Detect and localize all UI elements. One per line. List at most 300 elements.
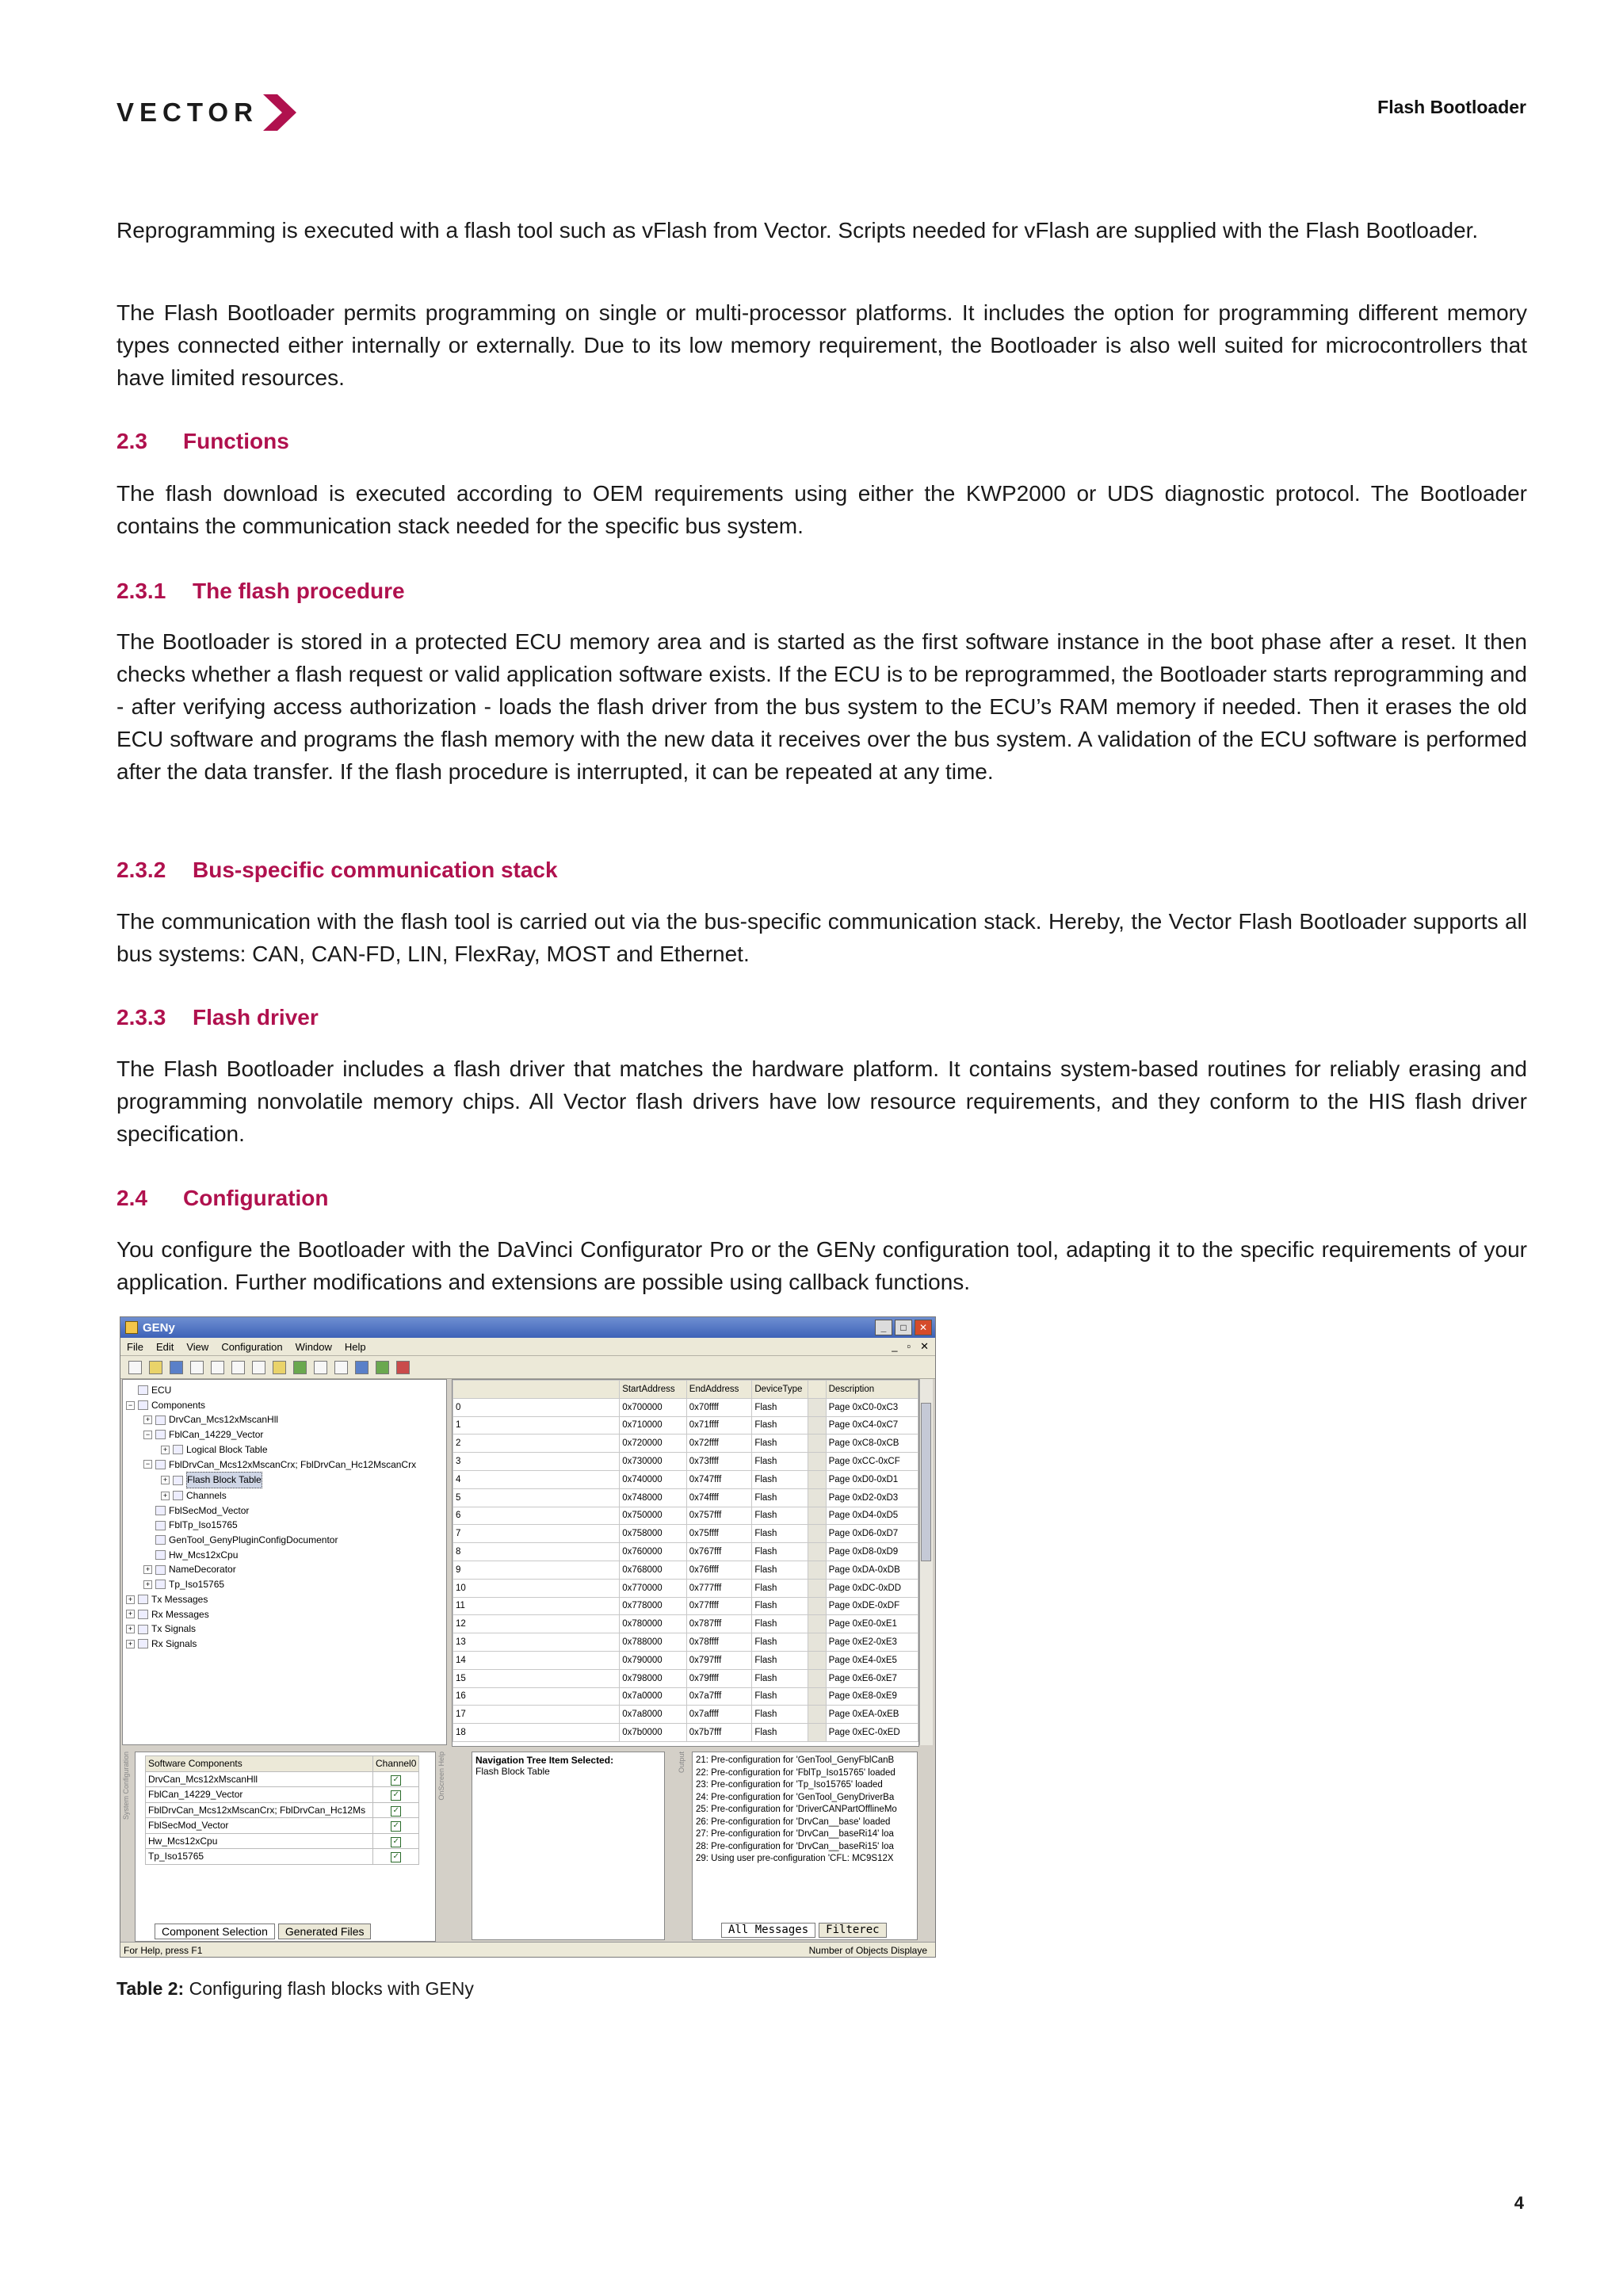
dropdown-button[interactable]	[808, 1669, 826, 1687]
grid-cell[interactable]: Flash	[752, 1597, 808, 1615]
scroll-thumb[interactable]	[921, 1403, 931, 1561]
output-line: 26: Pre-configuration for 'DrvCan__base' loaded	[696, 1817, 891, 1827]
expand-icon[interactable]: +	[126, 1610, 135, 1618]
grid-row[interactable]	[453, 1488, 918, 1507]
tree-item[interactable]	[126, 1383, 446, 1398]
grid-cell[interactable]: Flash	[752, 1579, 808, 1597]
grid-cell[interactable]: Flash	[752, 1706, 808, 1724]
tree-item-label: Tx Messages	[151, 1593, 208, 1605]
system-config-side: System Configuration	[122, 1752, 130, 1820]
menu-edit[interactable]: Edit	[155, 1340, 174, 1353]
grid-row[interactable]	[453, 1597, 918, 1615]
copy-icon[interactable]	[211, 1361, 224, 1374]
grid-cell[interactable]: Flash	[752, 1416, 808, 1435]
heading-2-3-1: 2.3.1 The flash procedure	[116, 579, 405, 603]
grid-cell[interactable]: 17	[453, 1706, 620, 1724]
grid-row[interactable]	[453, 1398, 918, 1416]
grid-cell[interactable]: Page 0xC8-0xCB	[826, 1435, 918, 1453]
component-icon	[155, 1521, 166, 1530]
channel-checkbox-cell[interactable]	[373, 1833, 419, 1849]
output-tabs	[721, 1923, 887, 1939]
doc-title: Flash Bootloader	[1377, 97, 1526, 117]
grid-cell[interactable]: Flash	[752, 1543, 808, 1561]
output-line: 29: Using user pre-configuration 'CFL: MC9S12X	[696, 1854, 894, 1863]
component-icon	[155, 1506, 166, 1515]
grid-cell[interactable]: 0x7b0000	[620, 1724, 687, 1742]
component-name: FblSecMod_Vector	[146, 1818, 373, 1834]
component-icon	[155, 1460, 166, 1469]
grid-cell[interactable]: 0x748000	[620, 1488, 687, 1507]
grid-cell[interactable]: 0x7affff	[686, 1706, 752, 1724]
grid-cell[interactable]: 12	[453, 1615, 620, 1633]
output-line: 22: Pre-configuration for 'FblTp_Iso15765' loaded	[696, 1767, 896, 1778]
heading-2-3-2: 2.3.2 Bus-specific communication stack	[116, 858, 558, 882]
grid-cell[interactable]: Flash	[752, 1615, 808, 1633]
flash-block-grid	[452, 1379, 919, 1747]
heading-2-3: 2.3 Functions	[116, 429, 289, 453]
grid-scrollbar[interactable]	[919, 1379, 933, 1745]
dropdown-button[interactable]	[808, 1488, 826, 1507]
logo-chevron-icon	[262, 93, 298, 132]
logo-text: VECTOR	[116, 97, 258, 127]
tree-item-label: Hw_Mcs12xCpu	[169, 1549, 239, 1561]
expand-icon[interactable]: +	[126, 1640, 135, 1648]
grid-row[interactable]	[453, 1525, 918, 1543]
checkbox-checked-icon[interactable]: ✓	[391, 1821, 401, 1832]
tree-item[interactable]	[126, 1548, 446, 1563]
grid-cell[interactable]: Flash	[752, 1633, 808, 1652]
grid-cell[interactable]: 4	[453, 1470, 620, 1488]
menu-help[interactable]: Help	[344, 1340, 366, 1353]
component-icon	[173, 1491, 183, 1500]
grid-column-header[interactable]: StartAddress	[620, 1381, 687, 1399]
status-bar	[120, 1942, 935, 1958]
grid-cell[interactable]: 0x75ffff	[686, 1525, 752, 1543]
grid-row[interactable]	[453, 1651, 918, 1669]
tree-item-label: ECU	[151, 1385, 172, 1396]
grid-cell[interactable]: 0x79ffff	[686, 1669, 752, 1687]
tree-item[interactable]	[126, 1442, 446, 1457]
dropdown-button[interactable]	[808, 1416, 826, 1435]
open-folder-icon[interactable]	[149, 1361, 162, 1374]
dropdown-button[interactable]	[808, 1561, 826, 1579]
grid-cell[interactable]: 0x767fff	[686, 1543, 752, 1561]
component-row[interactable]	[146, 1771, 419, 1787]
grid-cell[interactable]: Page 0xD2-0xD3	[826, 1488, 918, 1507]
component-name: Tp_Iso15765	[146, 1849, 373, 1865]
grid-cell[interactable]: 0x78ffff	[686, 1633, 752, 1652]
grid-cell[interactable]: 15	[453, 1669, 620, 1687]
geny-screenshot	[120, 1316, 936, 1958]
mdi-minimize-button[interactable]: _	[892, 1340, 898, 1352]
tree-item-label: Flash Block Table	[186, 1472, 262, 1488]
channel-checkbox-cell[interactable]	[373, 1787, 419, 1803]
remove-icon[interactable]	[314, 1361, 327, 1374]
menu-configuration[interactable]: Configuration	[221, 1340, 283, 1353]
checkbox-checked-icon[interactable]: ✓	[391, 1775, 401, 1786]
tree-item[interactable]	[126, 1427, 446, 1442]
component-name: FblDrvCan_Mcs12xMscanCrx; FblDrvCan_Hc12Ms	[146, 1802, 373, 1818]
grid-cell[interactable]: Page 0xDC-0xDD	[826, 1579, 918, 1597]
tree-item[interactable]	[126, 1412, 446, 1427]
grid-cell[interactable]: 3	[453, 1453, 620, 1471]
grid-cell[interactable]: 0x7b7fff	[686, 1724, 752, 1742]
print-icon[interactable]	[252, 1361, 265, 1374]
grid-cell[interactable]: 16	[453, 1687, 620, 1706]
minimize-button[interactable]: _	[875, 1320, 892, 1335]
grid-cell[interactable]: 9	[453, 1561, 620, 1579]
grid-column-header[interactable]	[808, 1381, 826, 1399]
generate-icon[interactable]	[376, 1361, 389, 1374]
nav-selected-value: Flash Block Table	[475, 1766, 550, 1777]
component-icon	[138, 1639, 148, 1648]
dropdown-button[interactable]	[808, 1579, 826, 1597]
grid-cell[interactable]: 0x71ffff	[686, 1416, 752, 1435]
grid-row[interactable]	[453, 1615, 918, 1633]
grid-row[interactable]	[453, 1669, 918, 1687]
expand-icon[interactable]: +	[143, 1415, 152, 1424]
maximize-button[interactable]: □	[895, 1320, 912, 1335]
output-line: 28: Pre-configuration for 'DrvCan__baseRi15' loa	[696, 1841, 894, 1851]
tree-item-label: Tp_Iso15765	[169, 1579, 225, 1591]
channel-checkbox-cell[interactable]	[373, 1818, 419, 1834]
menu-view[interactable]: View	[186, 1340, 209, 1353]
dropdown-button[interactable]	[808, 1507, 826, 1525]
grid-cell[interactable]: Flash	[752, 1651, 808, 1669]
grid-row[interactable]	[453, 1633, 918, 1652]
software-components-panel	[135, 1752, 436, 1942]
output-line: 27: Pre-configuration for 'DrvCan__baseRi14' loa	[696, 1829, 894, 1839]
grid-cell[interactable]: 0x788000	[620, 1633, 687, 1652]
grid-column-header[interactable]	[453, 1381, 620, 1399]
grid-cell[interactable]: 0	[453, 1398, 620, 1416]
collapse-icon[interactable]: −	[143, 1431, 152, 1439]
mdi-restore-button[interactable]: ▫	[907, 1340, 911, 1352]
grid-cell[interactable]: Page 0xDA-0xDB	[826, 1561, 918, 1579]
grid-row[interactable]	[453, 1579, 918, 1597]
comm-stack-paragraph: The communication with the flash tool is carried out via the bus-specific communication stack. Hereby, the Vector Flash Bootloader supports all bus systems: CAN, CAN-FD, LIN, FlexRay, MOST and Ethernet.	[116, 909, 1527, 966]
mdi-close-button[interactable]: ✕	[920, 1340, 929, 1352]
grid-cell[interactable]: 6	[453, 1507, 620, 1525]
grid-cell[interactable]: 8	[453, 1543, 620, 1561]
tree-item[interactable]	[126, 1622, 446, 1637]
flash-block-table	[453, 1380, 918, 1742]
collapse-icon[interactable]: −	[143, 1460, 152, 1469]
tree-item[interactable]	[126, 1503, 446, 1519]
dropdown-button[interactable]	[808, 1651, 826, 1669]
grid-cell[interactable]: 0x700000	[620, 1398, 687, 1416]
component-row[interactable]	[146, 1787, 419, 1803]
grid-cell[interactable]: 0x7a8000	[620, 1706, 687, 1724]
grid-cell[interactable]: 0x778000	[620, 1597, 687, 1615]
dropdown-button[interactable]	[808, 1525, 826, 1543]
grid-cell[interactable]: Flash	[752, 1398, 808, 1416]
grid-cell[interactable]: 0x70ffff	[686, 1398, 752, 1416]
dropdown-button[interactable]	[808, 1706, 826, 1724]
output-panel	[692, 1752, 918, 1940]
component-icon	[138, 1400, 148, 1410]
geny-app-icon	[125, 1321, 138, 1334]
grid-cell[interactable]: 10	[453, 1579, 620, 1597]
grid-icon[interactable]	[396, 1361, 410, 1374]
component-row[interactable]	[146, 1802, 419, 1818]
grid-row[interactable]	[453, 1453, 918, 1471]
onscreen-help-side: OnScreen Help	[437, 1752, 445, 1801]
grid-cell[interactable]: Flash	[752, 1724, 808, 1742]
component-icon	[173, 1445, 183, 1454]
new-file-icon[interactable]	[128, 1361, 142, 1374]
tab-all-messages[interactable]: All Messages	[721, 1923, 815, 1939]
dropdown-button[interactable]	[808, 1597, 826, 1615]
dropdown-button[interactable]	[808, 1633, 826, 1652]
component-icon	[155, 1535, 166, 1545]
tree-item-label: NameDecorator	[169, 1564, 236, 1576]
close-button[interactable]: ✕	[915, 1320, 932, 1335]
grid-cell[interactable]: 0x750000	[620, 1507, 687, 1525]
page-number: 4	[1514, 2193, 1524, 2213]
component-icon	[155, 1415, 166, 1425]
grid-cell[interactable]: 0x7a7fff	[686, 1687, 752, 1706]
flash-driver-paragraph: The Flash Bootloader includes a flash driver that matches the hardware platform. It contains system-based routines for reliably erasing and programming nonvolatile memory chips. All Vector flash drivers have low resource requirements, and they conform to the HIS flash driver specification.	[116, 1056, 1527, 1146]
grid-cell[interactable]: Flash	[752, 1507, 808, 1525]
dropdown-button[interactable]	[808, 1398, 826, 1416]
component-icon	[138, 1610, 148, 1619]
component-icon	[173, 1476, 183, 1485]
expand-icon[interactable]: +	[161, 1476, 170, 1484]
geny-titlebar	[120, 1317, 935, 1338]
grid-cell[interactable]: 0x76ffff	[686, 1561, 752, 1579]
grid-cell[interactable]: Flash	[752, 1669, 808, 1687]
channel-checkbox-cell[interactable]	[373, 1849, 419, 1865]
tree-icon[interactable]	[355, 1361, 369, 1374]
grid-cell[interactable]: 0x797fff	[686, 1651, 752, 1669]
grid-cell[interactable]: 13	[453, 1633, 620, 1652]
grid-cell[interactable]: Page 0xEA-0xEB	[826, 1706, 918, 1724]
grid-cell[interactable]: 0x740000	[620, 1470, 687, 1488]
component-icon	[138, 1595, 148, 1604]
tree-item[interactable]	[126, 1457, 446, 1473]
grid-row[interactable]	[453, 1724, 918, 1742]
grid-cell[interactable]: 0x7a0000	[620, 1687, 687, 1706]
tree-item-label: Rx Messages	[151, 1608, 209, 1620]
intro-paragraph-2: The Flash Bootloader permits programming on single or multi-processor platforms. It includes the option for programming different memory types connected either internally or externally. Due to its low memory requirement, the Bootloader is also well suited for microcontrollers that have limited resources.	[116, 300, 1527, 390]
grid-cell[interactable]: Page 0xE2-0xE3	[826, 1633, 918, 1652]
component-icon	[138, 1625, 148, 1634]
heading-2-3-3: 2.3.3 Flash driver	[116, 1005, 319, 1030]
channel-checkbox-cell[interactable]	[373, 1802, 419, 1818]
grid-cell[interactable]: Page 0xD0-0xD1	[826, 1470, 918, 1488]
grid-cell[interactable]: Flash	[752, 1687, 808, 1706]
grid-column-header[interactable]: DeviceType	[752, 1381, 808, 1399]
grid-cell[interactable]: 14	[453, 1651, 620, 1669]
grid-row[interactable]	[453, 1706, 918, 1724]
grid-cell[interactable]: 18	[453, 1724, 620, 1742]
tree-item[interactable]	[126, 1518, 446, 1533]
cut-icon[interactable]	[190, 1361, 204, 1374]
tab-filtered[interactable]: Filterec	[819, 1923, 886, 1939]
grid-row[interactable]	[453, 1507, 918, 1525]
component-row[interactable]	[146, 1833, 419, 1849]
sc-header-components: Software Components	[146, 1756, 373, 1772]
dropdown-button[interactable]	[808, 1543, 826, 1561]
nav-selected-title: Navigation Tree Item Selected:	[475, 1755, 614, 1766]
functions-paragraph: The flash download is executed according to OEM requirements using either the KWP2000 or UDS diagnostic protocol. The Bootloader contains the communication stack needed for the specific bus system.	[116, 481, 1527, 538]
expand-icon[interactable]: +	[126, 1595, 135, 1604]
dropdown-button[interactable]	[808, 1435, 826, 1453]
tree-item-label: Logical Block Table	[186, 1443, 268, 1455]
grid-cell[interactable]: 0x787fff	[686, 1615, 752, 1633]
grid-column-header[interactable]: EndAddress	[686, 1381, 752, 1399]
grid-cell[interactable]: 0x73ffff	[686, 1453, 752, 1471]
tab-generated-files[interactable]: Generated Files	[278, 1924, 372, 1939]
grid-row[interactable]	[453, 1435, 918, 1453]
grid-cell[interactable]: 0x757fff	[686, 1507, 752, 1525]
onscreen-help-panel	[472, 1752, 665, 1940]
grid-row[interactable]	[453, 1543, 918, 1561]
grid-cell[interactable]: Flash	[752, 1488, 808, 1507]
grid-cell[interactable]: Flash	[752, 1525, 808, 1543]
expand-icon[interactable]: +	[161, 1446, 170, 1454]
grid-cell[interactable]: 0x730000	[620, 1453, 687, 1471]
grid-cell[interactable]: 1	[453, 1416, 620, 1435]
expand-icon[interactable]: +	[143, 1565, 152, 1574]
grid-cell[interactable]: 0x720000	[620, 1435, 687, 1453]
grid-cell[interactable]: Page 0xD8-0xD9	[826, 1543, 918, 1561]
output-line: 24: Pre-configuration for 'GenTool_GenyDriverBa	[696, 1792, 895, 1802]
paste-icon[interactable]	[231, 1361, 245, 1374]
tree-item[interactable]	[126, 1592, 446, 1607]
grid-cell[interactable]: Flash	[752, 1435, 808, 1453]
intro-paragraph-1: Reprogramming is executed with a flash tool such as vFlash from Vector. Scripts needed for vFlash are supplied with the Flash Bootloader.	[116, 218, 1479, 243]
dropdown-button[interactable]	[808, 1470, 826, 1488]
geny-menubar	[120, 1338, 935, 1356]
grid-cell[interactable]: 0x760000	[620, 1543, 687, 1561]
grid-cell[interactable]: 0x72ffff	[686, 1435, 752, 1453]
grid-row[interactable]	[453, 1416, 918, 1435]
component-icon	[155, 1565, 166, 1575]
tree-item[interactable]	[126, 1637, 446, 1652]
tree-item-label: Components	[151, 1399, 206, 1411]
checkbox-checked-icon[interactable]: ✓	[391, 1837, 401, 1847]
output-line: 25: Pre-configuration for 'DriverCANPartOfflineMo	[696, 1805, 897, 1814]
tree-item-label: FblTp_Iso15765	[169, 1519, 238, 1531]
grid-cell[interactable]: Page 0xE0-0xE1	[826, 1615, 918, 1633]
collapse-icon[interactable]: −	[126, 1401, 135, 1410]
output-line: 21: Pre-configuration for 'GenTool_GenyFblCanB	[696, 1755, 895, 1765]
tree-item[interactable]	[126, 1577, 446, 1592]
dropdown-button[interactable]	[808, 1687, 826, 1706]
edit-icon[interactable]	[334, 1361, 348, 1374]
tree-item-label: GenTool_GenyPluginConfigDocumentor	[169, 1534, 338, 1546]
grid-cell[interactable]: 0x777fff	[686, 1579, 752, 1597]
dropdown-button[interactable]	[808, 1453, 826, 1471]
grid-cell[interactable]: 0x780000	[620, 1615, 687, 1633]
component-row[interactable]	[146, 1818, 419, 1834]
tab-component-selection[interactable]: Component Selection	[155, 1924, 275, 1939]
geny-toolbar	[120, 1356, 935, 1379]
menu-window[interactable]: Window	[295, 1340, 332, 1353]
checkbox-checked-icon[interactable]: ✓	[391, 1806, 401, 1817]
component-row[interactable]	[146, 1849, 419, 1865]
heading-2-4: 2.4 Configuration	[116, 1186, 329, 1210]
grid-cell[interactable]: 0x77ffff	[686, 1597, 752, 1615]
grid-cell[interactable]: 0x798000	[620, 1669, 687, 1687]
grid-cell[interactable]: 0x710000	[620, 1416, 687, 1435]
output-line: 23: Pre-configuration for 'Tp_Iso15765' loaded	[696, 1780, 883, 1790]
dropdown-button[interactable]	[808, 1724, 826, 1742]
grid-cell[interactable]: 5	[453, 1488, 620, 1507]
sc-header-channel: Channel0	[373, 1756, 419, 1772]
checkbox-checked-icon[interactable]: ✓	[391, 1790, 401, 1801]
tree-item[interactable]	[126, 1533, 446, 1548]
help-icon[interactable]	[273, 1361, 286, 1374]
grid-cell[interactable]: 0x770000	[620, 1579, 687, 1597]
grid-cell[interactable]: 0x790000	[620, 1651, 687, 1669]
grid-cell[interactable]: 0x747fff	[686, 1470, 752, 1488]
grid-cell[interactable]: 2	[453, 1435, 620, 1453]
grid-row[interactable]	[453, 1561, 918, 1579]
tree-item[interactable]	[126, 1398, 446, 1413]
grid-cell[interactable]: Page 0xE6-0xE7	[826, 1669, 918, 1687]
tree-item-label: Channels	[186, 1489, 227, 1501]
save-icon[interactable]	[170, 1361, 183, 1374]
grid-cell[interactable]: 0x768000	[620, 1561, 687, 1579]
grid-cell[interactable]: Page 0xE8-0xE9	[826, 1687, 918, 1706]
tree-item[interactable]	[126, 1488, 446, 1503]
expand-icon[interactable]: +	[161, 1492, 170, 1500]
grid-cell[interactable]: Page 0xEC-0xED	[826, 1724, 918, 1742]
grid-column-header[interactable]: Description	[826, 1381, 918, 1399]
expand-icon[interactable]: +	[143, 1580, 152, 1589]
checkbox-checked-icon[interactable]: ✓	[391, 1852, 401, 1862]
grid-cell[interactable]: Page 0xE4-0xE5	[826, 1651, 918, 1669]
tree-item-label: Rx Signals	[151, 1637, 197, 1649]
grid-cell[interactable]: 11	[453, 1597, 620, 1615]
tree-item-label: Tx Signals	[151, 1623, 197, 1635]
grid-cell[interactable]: Page 0xD4-0xD5	[826, 1507, 918, 1525]
add-icon[interactable]	[293, 1361, 307, 1374]
grid-cell[interactable]: 7	[453, 1525, 620, 1543]
channel-checkbox-cell[interactable]	[373, 1771, 419, 1787]
geny-title: GENy	[143, 1320, 175, 1335]
component-tabs	[155, 1924, 371, 1939]
component-icon	[138, 1385, 148, 1395]
dropdown-button[interactable]	[808, 1615, 826, 1633]
grid-row[interactable]	[453, 1687, 918, 1706]
tree-item[interactable]	[126, 1472, 446, 1488]
grid-cell[interactable]: Flash	[752, 1561, 808, 1579]
grid-cell[interactable]: Flash	[752, 1453, 808, 1471]
expand-icon[interactable]: +	[126, 1625, 135, 1633]
grid-cell[interactable]: Page 0xCC-0xCF	[826, 1453, 918, 1471]
tree-item[interactable]	[126, 1562, 446, 1577]
tree-item-label: FblSecMod_Vector	[169, 1504, 250, 1516]
grid-cell[interactable]: 0x758000	[620, 1525, 687, 1543]
grid-cell[interactable]: Page 0xC4-0xC7	[826, 1416, 918, 1435]
component-name: Hw_Mcs12xCpu	[146, 1833, 373, 1849]
grid-row[interactable]	[453, 1470, 918, 1488]
grid-cell[interactable]: Page 0xDE-0xDF	[826, 1597, 918, 1615]
navigation-tree	[122, 1379, 447, 1745]
grid-cell[interactable]: Page 0xC0-0xC3	[826, 1398, 918, 1416]
menu-file[interactable]: File	[127, 1340, 143, 1353]
tree-item[interactable]	[126, 1607, 446, 1622]
grid-cell[interactable]: Page 0xD6-0xD7	[826, 1525, 918, 1543]
status-help-text: For Help, press F1	[124, 1944, 203, 1956]
grid-cell[interactable]: Flash	[752, 1470, 808, 1488]
grid-cell[interactable]: 0x74ffff	[686, 1488, 752, 1507]
output-side: Output	[678, 1752, 685, 1774]
